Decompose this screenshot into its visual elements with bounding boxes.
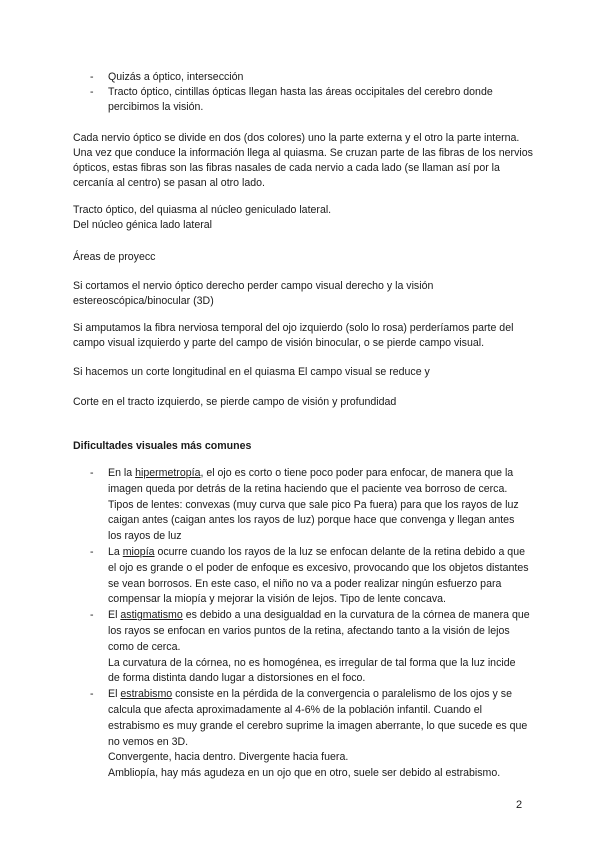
paragraph-line: Tracto óptico, del quiasma al núcleo geniculado lateral. bbox=[73, 204, 332, 216]
item-note: La curvatura de la córnea, no es homogénea, es irregular de tal forma que la luz incide de forma distinta dando lugar a distorsiones en el foco. bbox=[108, 656, 516, 685]
section-title: Dificultades visuales más comunes bbox=[73, 440, 252, 452]
item-note: Convergente, hacia dentro. Divergente hacia fuera. bbox=[108, 751, 349, 764]
item-prefix: El bbox=[108, 688, 121, 701]
term-hyperopia: hipermetropía bbox=[135, 467, 201, 479]
item-note: Ambliopía, hay más agudeza en un ojo que en otro, suele ser debido al estrabismo. bbox=[108, 767, 501, 780]
item-text: ocurre cuando los rayos de la luz se enfocan delante de la retina debido a que el ojo es grande o el poder de enfoque es excesivo, provocando que los objetos distantes se vean borrosos. En este caso, el niño no va a poder realizar ningún esfuerzo para compensar la miopía y mejorar la visión de lejos. Tipo de lente concava. bbox=[108, 545, 529, 606]
paragraph-optic-tract bbox=[73, 203, 533, 233]
bullet-dash: - bbox=[90, 609, 94, 622]
bullet-dash: - bbox=[90, 71, 94, 83]
paragraph-cut-right-nerve: Si cortamos el nervio óptico derecho perder campo visual derecho y la visión estereoscópica/binocular (3D) bbox=[73, 280, 434, 307]
paragraph-line: Del núcleo génica lado lateral bbox=[73, 219, 212, 231]
paragraph-optic-nerve: Cada nervio óptico se divide en dos (dos colores) uno la parte externa y el otro la parte interna. Una vez que conduce la información llega al quiasma. Se cruzan parte de las fibras de los nervios ópticos, estas fibras son las fibras nasales de cada nervio a cada lado (se llaman así por la cercanía al centro) se pasan al otro lado. bbox=[73, 132, 533, 189]
bullet-dash: - bbox=[90, 467, 94, 479]
paragraph-chiasm-cut: Si hacemos un corte longitudinal en el quiasma El campo visual se reduce y bbox=[73, 366, 430, 378]
difficulties-list bbox=[90, 466, 530, 782]
item-prefix: En la bbox=[108, 467, 136, 479]
paragraph-tract-cut: Corte en el tracto izquierdo, se pierde campo de visión y profundidad bbox=[73, 396, 397, 408]
list-item-text: Tracto óptico, cintillas ópticas llegan hasta las áreas occipitales del cerebro donde percibimos la visión. bbox=[108, 86, 493, 113]
page-number: 2 bbox=[516, 799, 523, 811]
item-prefix: El bbox=[108, 609, 121, 622]
list-item-hyperopia bbox=[90, 466, 530, 545]
item-text: , el ojo es corto o tiene poco poder para enfocar, de manera que la imagen queda por detrás de la retina haciendo que el paciente vea borroso de cerca. Tipos de lentes: convexas (muy curva que sale pico Pa fuera) para que los rayos de luz caigan antes (caigan antes los rayos de luz) porque hace que convenga y llegan antes los rayos de luz bbox=[108, 467, 519, 543]
term-myopia: miopía bbox=[122, 545, 155, 558]
list-item-myopia bbox=[90, 545, 530, 608]
list-item-astigmatism bbox=[90, 608, 530, 687]
list-item-text: Quizás a óptico, intersección bbox=[108, 71, 244, 83]
item-prefix: La bbox=[108, 545, 123, 558]
list-item bbox=[90, 85, 530, 115]
paragraph-temporal-fiber: Si amputamos la fibra nerviosa temporal del ojo izquierdo (solo lo rosa) perderíamos parte del campo visual izquierdo y parte del campo de visión binocular, o se pierde campo visual. bbox=[73, 322, 514, 349]
top-bullet-list bbox=[90, 70, 530, 115]
term-strabismus: estrabismo bbox=[120, 688, 173, 701]
bullet-dash: - bbox=[90, 545, 94, 558]
bullet-dash: - bbox=[90, 86, 94, 98]
list-item-strabismus bbox=[90, 687, 530, 782]
list-item bbox=[90, 70, 530, 85]
term-astigmatism: astigmatismo bbox=[120, 609, 183, 622]
paragraph-projection-areas: Áreas de proyecc bbox=[73, 251, 156, 263]
item-text: consiste en la pérdida de la convergencia o paralelismo de los ojos y se calcula que afecta aproximadamente al 4-6% de la población infantil. Cuando el estrabismo es muy grande el cerebro suprime la imagen aberrante, lo que sucede es que no vemos en 3D. bbox=[108, 688, 528, 748]
item-text: es debido a una desigualdad en la curvatura de la córnea de manera que los rayos se enfocan en varios puntos de la retina, afectando tanto a la visión de lejos como de cerca. bbox=[108, 609, 530, 653]
bullet-dash: - bbox=[90, 688, 94, 701]
